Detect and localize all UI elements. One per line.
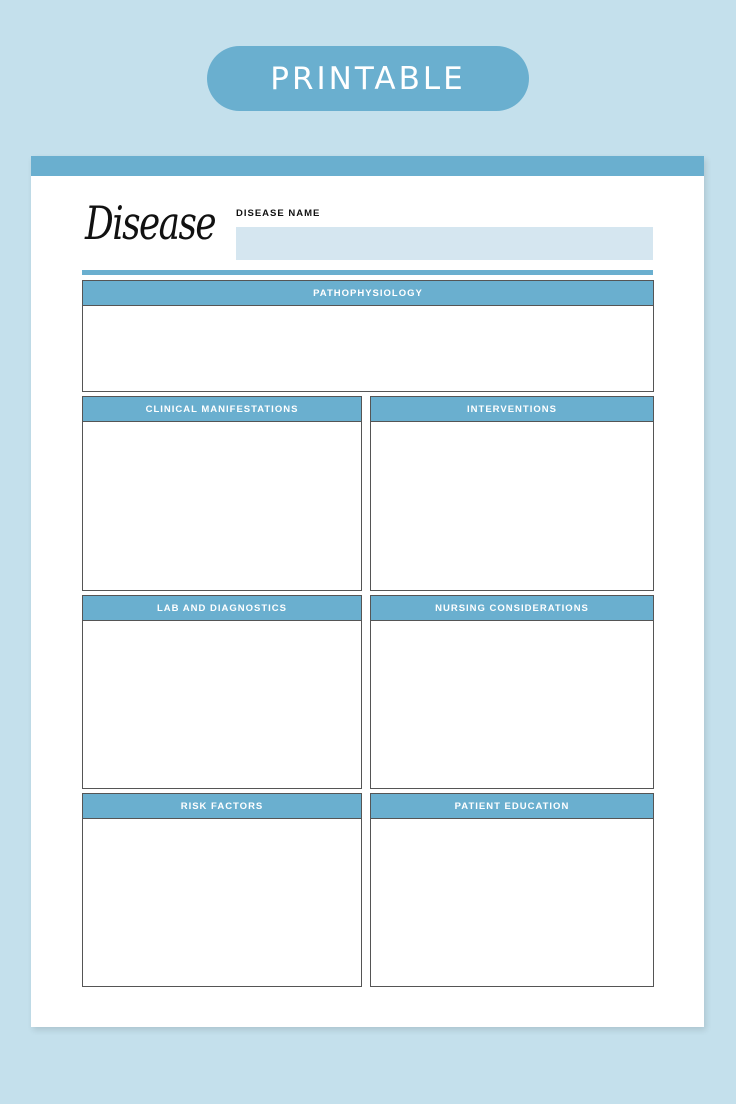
lab-and-diagnostics-box — [82, 595, 362, 789]
risk-factors-writing-area[interactable] — [83, 819, 361, 987]
lab-and-diagnostics-header: LAB AND DIAGNOSTICS — [83, 596, 361, 621]
clinical-manifestations-header: CLINICAL MANIFESTATIONS — [83, 397, 361, 422]
interventions-box — [370, 396, 654, 591]
clinical-manifestations-writing-area[interactable] — [83, 422, 361, 591]
pathophysiology-box — [82, 280, 654, 392]
printable-banner — [207, 46, 529, 111]
pathophysiology-writing-area[interactable] — [83, 306, 653, 392]
patient-education-writing-area[interactable] — [371, 819, 653, 987]
patient-education-header: PATIENT EDUCATION — [371, 794, 653, 819]
disease-name-field[interactable] — [236, 227, 653, 260]
page-top-bar — [31, 156, 704, 176]
nursing-considerations-writing-area[interactable] — [371, 621, 653, 789]
printable-banner-label: PRINTABLE — [270, 60, 466, 97]
lab-and-diagnostics-writing-area[interactable] — [83, 621, 361, 789]
pathophysiology-header: PATHOPHYSIOLOGY — [83, 281, 653, 306]
nursing-considerations-header: NURSING CONSIDERATIONS — [371, 596, 653, 621]
nursing-considerations-box — [370, 595, 654, 789]
clinical-manifestations-box — [82, 396, 362, 591]
interventions-header: INTERVENTIONS — [371, 397, 653, 422]
risk-factors-header: RISK FACTORS — [83, 794, 361, 819]
risk-factors-box — [82, 793, 362, 987]
header-divider — [82, 270, 653, 275]
worksheet-page — [31, 156, 704, 1027]
disease-name-label: DISEASE NAME — [236, 208, 321, 219]
patient-education-box — [370, 793, 654, 987]
page-title: Disease — [85, 196, 216, 250]
interventions-writing-area[interactable] — [371, 422, 653, 591]
